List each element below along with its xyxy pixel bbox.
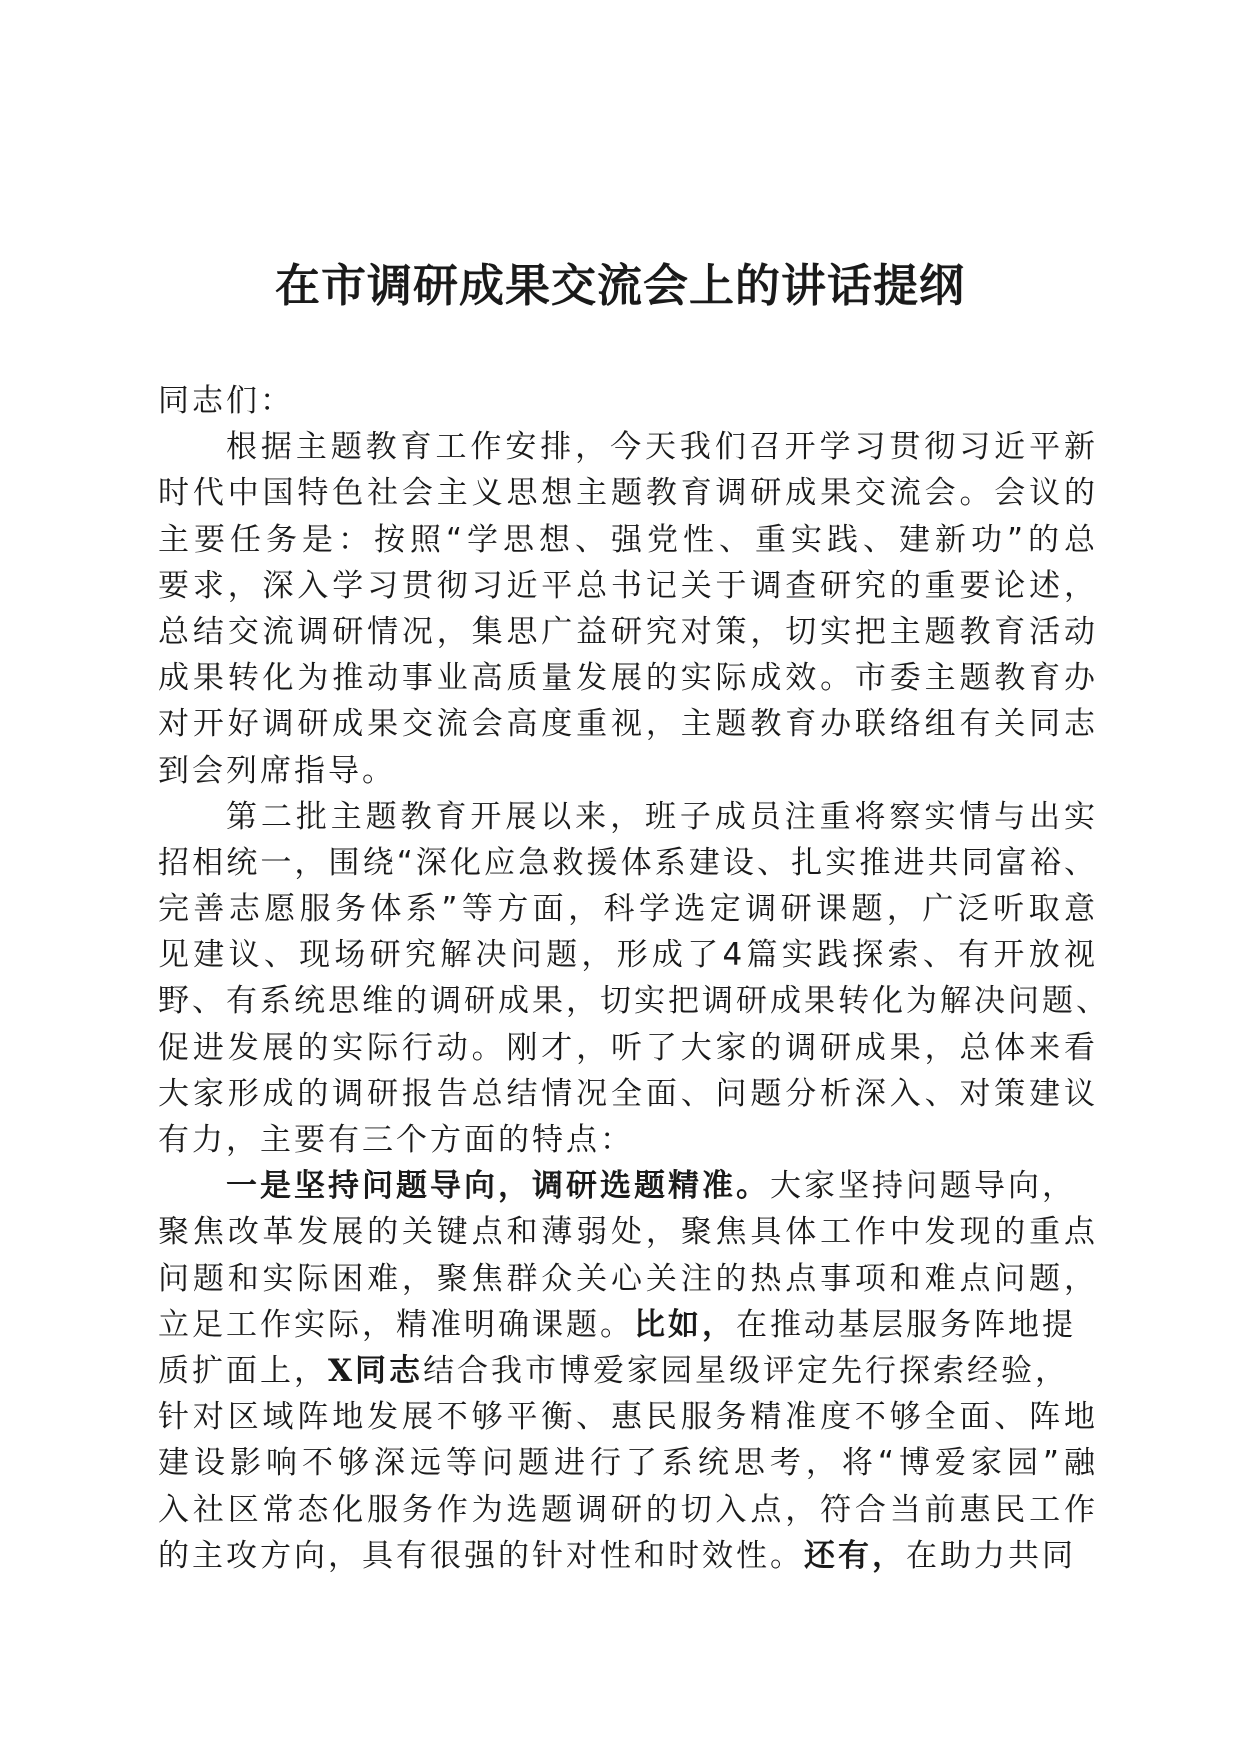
- paragraph-3: [158, 1163, 1098, 1579]
- inline-text: 在助力共同: [906, 1537, 1076, 1574]
- inline-text: 大家坚持问题导向，: [770, 1168, 1076, 1205]
- inline-text: 结合我市博爱家园星级评定先行探索经验，: [423, 1352, 1070, 1389]
- paragraph-line: 建设影响不够深远等问题进行了系统思考，将“博爱家园”融: [158, 1445, 1098, 1482]
- paragraph-line: [158, 1302, 1098, 1348]
- paragraph-line: 大家形成的调研报告总结情况全面、问题分析深入、对策建议: [158, 1075, 1098, 1112]
- bold-marker: X同志: [328, 1352, 424, 1389]
- inline-text: 的主攻方向，具有很强的针对性和时效性。: [158, 1537, 804, 1574]
- paragraph-line: 针对区域阵地发展不够平衡、惠民服务精准度不够全面、阵地: [158, 1399, 1098, 1436]
- inline-text: 立足工作实际，精准明确课题。: [158, 1306, 634, 1343]
- paragraph-line: 招相统一，围绕“深化应急救援体系建设、扎实推进共同富裕、: [158, 844, 1098, 881]
- paragraph-line: 促进发展的实际行动。刚才，听了大家的调研成果，总体来看: [158, 1029, 1098, 1066]
- paragraph-line: 第二批主题教育开展以来，班子成员注重将察实情与出实: [226, 798, 1098, 835]
- salutation: 同志们：: [158, 383, 294, 419]
- paragraph-line: 主要任务是：按照“学思想、强党性、重实践、建新功”的总: [158, 521, 1098, 558]
- paragraph-line: 聚焦改革发展的关键点和薄弱处，聚焦具体工作中发现的重点: [158, 1214, 1098, 1251]
- inline-text: 质扩面上，: [158, 1352, 328, 1389]
- inline-text: 在推动基层服务阵地提: [736, 1306, 1076, 1343]
- paragraph-line: 成果转化为推动事业高质量发展的实际成效。市委主题教育办: [158, 660, 1098, 697]
- paragraph-line: 见建议、现场研究解决问题，形成了4篇实践探索、有开放视: [158, 937, 1098, 974]
- paragraph-2: [158, 794, 1110, 1164]
- paragraph-line: 有力，主要有三个方面的特点：: [158, 1122, 634, 1158]
- bold-marker: 还有，: [804, 1537, 906, 1574]
- paragraph-line: 要求，深入学习贯彻习近平总书记关于调查研究的重要论述，: [158, 567, 1098, 604]
- paragraph-line: 野、有系统思维的调研成果，切实把调研成果转化为解决问题、: [158, 983, 1110, 1020]
- paragraph-line: 时代中国特色社会主义思想主题教育调研成果交流会。会议的: [158, 475, 1098, 512]
- paragraph-line: 到会列席指导。: [158, 752, 396, 789]
- paragraph-line: 总结交流调研情况，集思广益研究对策，切实把主题教育活动: [158, 613, 1098, 650]
- paragraph-line: 入社区常态化服务作为选题调研的切入点，符合当前惠民工作: [158, 1491, 1098, 1528]
- paragraph-line: 完善志愿服务体系”等方面，科学选定调研课题，广泛听取意: [158, 891, 1098, 928]
- document-title: 在市调研成果交流会上的讲话提纲: [274, 259, 965, 312]
- paragraph-line: 根据主题教育工作安排，今天我们召开学习贯彻习近平新: [226, 429, 1098, 466]
- paragraph-1: [158, 424, 1098, 794]
- paragraph-line: 对开好调研成果交流会高度重视，主题教育办联络组有关同志: [158, 706, 1098, 743]
- bold-heading: 一是坚持问题导向，调研选题精准。: [226, 1168, 770, 1205]
- document-body: [158, 378, 1110, 1579]
- paragraph-line: [158, 1533, 1098, 1579]
- paragraph-line: 问题和实际困难，聚焦群众关心关注的热点事项和难点问题，: [158, 1260, 1098, 1297]
- bold-marker: 比如，: [634, 1306, 736, 1343]
- paragraph-line: [158, 1348, 1098, 1394]
- paragraph-line: [158, 1163, 1098, 1209]
